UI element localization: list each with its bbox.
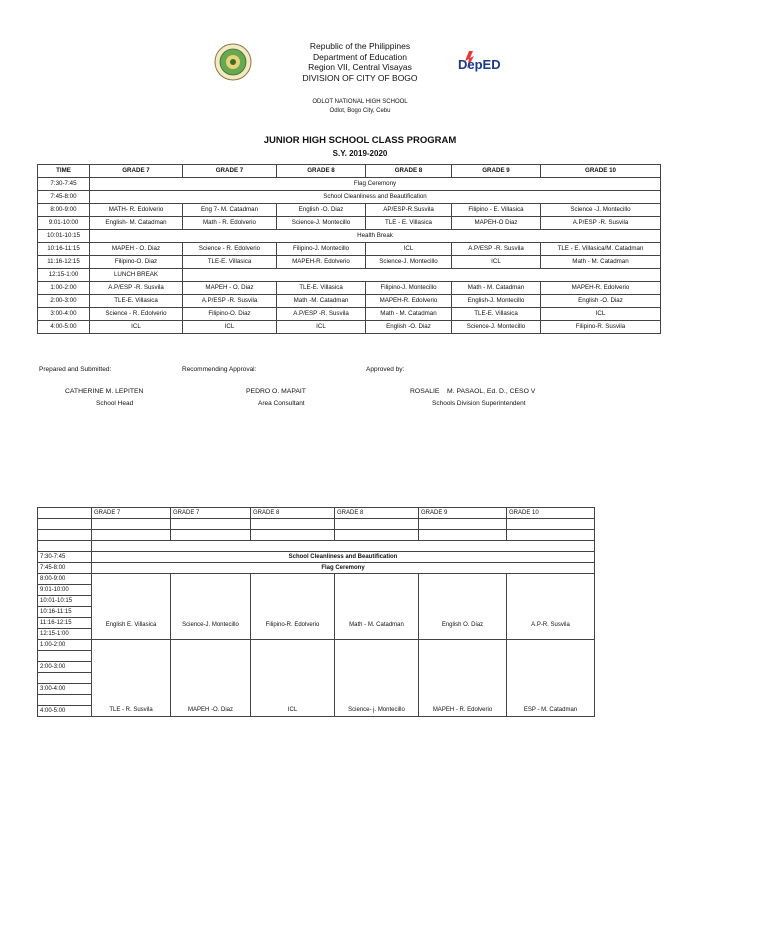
- time-cell: 3:00-4:00: [38, 684, 92, 695]
- subject-cell: MAPEH-R. Edolverio: [277, 256, 366, 269]
- time-cell: 1:00-2:00: [38, 282, 90, 295]
- subject-cell: ICL: [366, 243, 452, 256]
- table-row: [38, 321, 661, 334]
- time-cell: 10:16-11:15: [38, 243, 90, 256]
- time-cell: 7:30-7:45: [38, 552, 92, 563]
- school-name: ODLOT NATIONAL HIGH SCHOOL: [312, 99, 408, 105]
- subject-cell: Math - M. Catadman: [335, 574, 419, 640]
- column-header: GRADE 9: [452, 165, 541, 178]
- subject-cell: English -O. Diaz: [541, 295, 661, 308]
- subject-cell: ICL: [90, 321, 183, 334]
- time-cell: [38, 673, 92, 684]
- subject-cell: MAPEH-O Diaz: [452, 217, 541, 230]
- subject-cell: TLE-E. Villasica: [183, 256, 277, 269]
- subject-cell: Science-J. Montecillo: [171, 574, 251, 640]
- lunch-cell: LUNCH BREAK: [90, 269, 183, 282]
- time-cell: [38, 651, 92, 662]
- subject-cell: Math - M. Catadman: [366, 308, 452, 321]
- empty-cell: [171, 519, 251, 530]
- subject-cell: Filipino-O. Diaz: [183, 308, 277, 321]
- subject-cell: Math - R. Edolverio: [183, 217, 277, 230]
- table-row: [38, 508, 595, 519]
- subject-cell: MAPEH - O. Diaz: [183, 282, 277, 295]
- column-header: GRADE 10: [541, 165, 661, 178]
- subject-cell: ICL: [251, 640, 335, 717]
- subject-cell: Science- j. Montecillo: [335, 640, 419, 717]
- approved-label: Approved by:: [366, 366, 405, 373]
- subject-cell: Filipino-O. Diaz: [90, 256, 183, 269]
- column-header: GRADE 9: [419, 508, 507, 519]
- page-title: JUNIOR HIGH SCHOOL CLASS PROGRAM: [263, 135, 457, 146]
- empty-cell: [92, 530, 171, 541]
- subject-cell: Filipino-R. Edolverio: [251, 574, 335, 640]
- table-row: [38, 217, 661, 230]
- table-row: [38, 563, 595, 574]
- subject-cell: ICL: [277, 321, 366, 334]
- subject-cell: MATH- R. Edolverio: [90, 204, 183, 217]
- recommending-label: Recommending Approval:: [182, 366, 257, 373]
- time-cell: 7:30-7:45: [38, 178, 90, 191]
- subject-cell: MAPEH - R. Edolverio: [419, 640, 507, 717]
- empty-cell: [507, 519, 595, 530]
- empty-cell: [419, 530, 507, 541]
- secondary-schedule-table: [37, 507, 595, 717]
- subject-cell: MAPEH-R. Edolverio: [366, 295, 452, 308]
- time-cell: 2:00-3:00: [38, 295, 90, 308]
- table-header-row: [38, 165, 661, 178]
- time-cell: 11:16-12:15: [38, 256, 90, 269]
- time-cell: 8:00-9:00: [38, 204, 90, 217]
- time-cell: 9:01-10:00: [38, 585, 92, 596]
- recommending-name: PEDRO O. MAPAIT: [246, 388, 306, 395]
- subject-cell: A.P/ESP -R. Susvila: [452, 243, 541, 256]
- time-cell: 7:45-8:00: [38, 563, 92, 574]
- span-cell: Flag Ceremony: [92, 563, 595, 574]
- subject-cell: Math -M. Catadman: [277, 295, 366, 308]
- empty-cell: [335, 530, 419, 541]
- subject-cell: TLE - E. Villasica/M. Catadman: [541, 243, 661, 256]
- subject-cell: TLE-E. Villasica: [452, 308, 541, 321]
- time-cell: 4:00-5:00: [38, 321, 90, 334]
- column-header: GRADE 7: [90, 165, 183, 178]
- subject-cell: Filipino-J. Montecillo: [366, 282, 452, 295]
- empty-cell: [92, 519, 171, 530]
- column-header: GRADE 7: [92, 508, 171, 519]
- column-header: GRADE 8: [277, 165, 366, 178]
- span-cell: Flag Ceremony: [90, 178, 661, 191]
- table-row: [38, 191, 661, 204]
- subject-cell: Science - R. Edolverio: [90, 308, 183, 321]
- header-division: DIVISION OF CITY OF BOGO: [302, 72, 418, 83]
- table-row: [38, 530, 595, 541]
- deped-logo: [455, 49, 505, 75]
- subject-cell: English -O. Diaz: [277, 204, 366, 217]
- time-cell: 10:16-11:15: [38, 607, 92, 618]
- subject-cell: Filipino-J. Montecillo: [277, 243, 366, 256]
- subject-cell: TLE - R. Susvila: [92, 640, 171, 717]
- column-header: GRADE 8: [251, 508, 335, 519]
- table-row: [38, 256, 661, 269]
- subject-cell: English-J. Montecillo: [452, 295, 541, 308]
- empty-cell: [251, 530, 335, 541]
- subject-cell: A.P/ESP -R. Susvila: [90, 282, 183, 295]
- time-cell: 12:15-1:00: [38, 629, 92, 640]
- span-cell: School Cleanliness and Beautification: [92, 552, 595, 563]
- subject-cell: English- M. Catadman: [90, 217, 183, 230]
- time-cell: 10:01-10:15: [38, 596, 92, 607]
- approved-name: ROSALIE M. PASAOL, Ed. D., CESO V: [410, 388, 536, 395]
- table-row: [38, 541, 595, 552]
- recommending-role: Area Consultant: [258, 400, 305, 407]
- subject-cell: English O. Diaz: [419, 574, 507, 640]
- column-header: GRADE 7: [183, 165, 277, 178]
- header-republic: Republic of the Philippines: [309, 41, 411, 51]
- subject-cell: MAPEH - O. Diaz: [90, 243, 183, 256]
- class-program-table: [37, 164, 661, 334]
- subject-cell: Science -J. Montecillo: [541, 204, 661, 217]
- empty-cell: [171, 530, 251, 541]
- empty-cell: [92, 541, 595, 552]
- time-cell: 3:00-4:00: [38, 308, 90, 321]
- deped-seal-icon: [214, 43, 252, 81]
- time-cell: 10:01-10:15: [38, 230, 90, 243]
- subject-cell: ICL: [183, 321, 277, 334]
- subject-cell: A.P/ESP -R. Susvila: [277, 308, 366, 321]
- table-row: [38, 269, 661, 282]
- column-header: GRADE 8: [366, 165, 452, 178]
- subject-cell: MAPEH -O. Diaz: [171, 640, 251, 717]
- subject-cell: TLE-E. Villasica: [90, 295, 183, 308]
- time-cell: 11:16-12:15: [38, 618, 92, 629]
- time-cell: [38, 695, 92, 706]
- subject-cell: A.P-R. Susvila: [507, 574, 595, 640]
- subject-cell: ICL: [452, 256, 541, 269]
- table-row: [38, 519, 595, 530]
- corner-cell: [38, 508, 92, 519]
- subject-cell: English E. Villasica: [92, 574, 171, 640]
- prepared-role: School Head: [96, 400, 134, 407]
- subject-cell: AP/ESP-R.Susvila: [366, 204, 452, 217]
- empty-cell: [183, 269, 661, 282]
- subject-cell: Eng 7- M. Catadman: [183, 204, 277, 217]
- subject-cell: Science-J. Montecillo: [277, 217, 366, 230]
- prepared-name: CATHERINE M. LEPITEN: [65, 388, 144, 395]
- subject-cell: Math - M. Catadman: [452, 282, 541, 295]
- subject-cell: TLE-E. Villasica: [277, 282, 366, 295]
- empty-cell: [38, 530, 92, 541]
- time-cell: 12:15-1:00: [38, 269, 90, 282]
- table-row: [38, 204, 661, 217]
- subject-cell: A.P/ESP -R. Susvila: [183, 295, 277, 308]
- subject-cell: A.P/ESP -R. Susvila: [541, 217, 661, 230]
- span-cell: Health Break: [90, 230, 661, 243]
- table-row: [38, 282, 661, 295]
- subject-cell: MAPEH-R. Edolverio: [541, 282, 661, 295]
- empty-cell: [507, 530, 595, 541]
- subject-cell: English -O. Diaz: [366, 321, 452, 334]
- column-header: GRADE 8: [335, 508, 419, 519]
- table-row: [38, 230, 661, 243]
- subject-cell: Science-J. Montecillo: [366, 256, 452, 269]
- table-row: [38, 640, 595, 651]
- time-cell: 1:00-2:00: [38, 640, 92, 651]
- time-cell: 9:01-10:00: [38, 217, 90, 230]
- table-row: [38, 574, 595, 585]
- approved-role: Schools Division Superintendent: [432, 400, 526, 407]
- column-header: GRADE 10: [507, 508, 595, 519]
- subject-cell: ESP - M. Catadman: [507, 640, 595, 717]
- header-department: Department of Education: [312, 51, 408, 62]
- empty-cell: [38, 519, 92, 530]
- column-header: TIME: [38, 165, 90, 178]
- time-cell: 4:00-5:00: [38, 706, 92, 717]
- school-address: Odlot, Bogo City, Cebu: [329, 108, 391, 114]
- subject-cell: Filipino - E. Villasica: [452, 204, 541, 217]
- subject-cell: ICL: [541, 308, 661, 321]
- subject-cell: Math - M. Catadman: [541, 256, 661, 269]
- time-cell: 7:45-8:00: [38, 191, 90, 204]
- empty-cell: [419, 519, 507, 530]
- school-year: S.Y. 2019-2020: [332, 149, 388, 158]
- subject-cell: Science-J. Montecillo: [452, 321, 541, 334]
- table-row: [38, 178, 661, 191]
- prepared-label: Prepared and Submitted:: [39, 366, 112, 373]
- svg-text:DepED: DepED: [458, 57, 501, 72]
- table-row: [38, 243, 661, 256]
- time-cell: 8:00-9:00: [38, 574, 92, 585]
- span-cell: School Cleanliness and Beautification: [90, 191, 661, 204]
- empty-cell: [251, 519, 335, 530]
- empty-cell: [335, 519, 419, 530]
- table-row: [38, 295, 661, 308]
- column-header: GRADE 7: [171, 508, 251, 519]
- header-region: Region VII, Central Visayas: [308, 62, 412, 72]
- empty-cell: [38, 541, 92, 552]
- time-cell: 2:00-3:00: [38, 662, 92, 673]
- table-row: [38, 308, 661, 321]
- subject-cell: Filipino-R. Susvila: [541, 321, 661, 334]
- subject-cell: Science - R. Edolverio: [183, 243, 277, 256]
- subject-cell: TLE - E. Villasica: [366, 217, 452, 230]
- table-row: [38, 552, 595, 563]
